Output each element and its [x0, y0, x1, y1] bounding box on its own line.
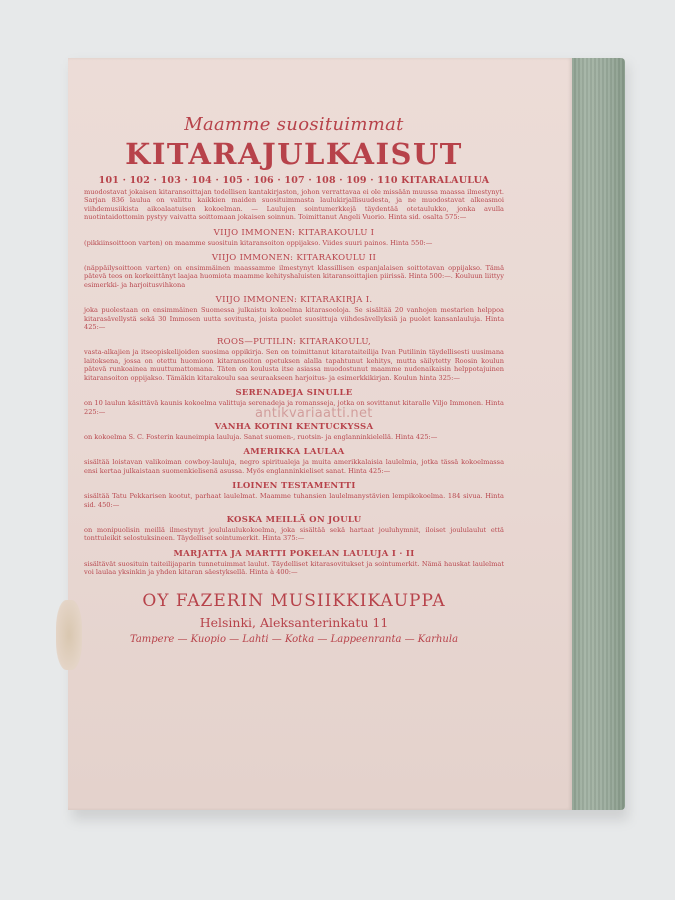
item-heading: KOSKA MEILLÄ ON JOULU	[226, 514, 362, 525]
series-description: muodostavat jokaisen kitaransoittajan todellisen kantakirjaston, johon verrattavaa ei ole missään muussa maassa ilmestynyt. Sarjan 836 laulua on valittu kaikkien maiden suosituimmasta laulukirjallisuudesta, ja ne muodostavat alkeasmoi viihdemusiikista aikoalaatuisen kokoelman. — Laulujen sointumerkkejä täydentää otetaulukko, jonka avulla nuotintaidottomin pystyy vaivatta soittomaan jokaisen soinnun. Toimittanut Angeli Vuorio. Hinta sid. osalta 575:—	[84, 188, 504, 222]
item-description: sisältää Tatu Pekkarisen kootut, parhaat laulelmat. Maamme tuhansien laulelmanystävien lempikokoelma. 184 sivua. Hinta sid. 450:—	[84, 492, 504, 509]
item-description: sisältävät suosituin taiteilijaparin tunnetuimmat laulut. Täydelliset kitarasovitukset ja sointumerkit. Nämä hauskat laulelmat voi laulaa yksinkin ja yhden kitaran säestyksellä. Hinta à 400:—	[84, 559, 504, 577]
publisher-address: Helsinki, Aleksanterinkatu 11	[199, 614, 389, 630]
item-description: joka puolestaan on ensimmäinen Suomessa julkaistu kokoelma kitarasooloja. Se sisältää 20 vanhojen mestarien helppoa kitarasävellystä sekä 30 Immosen uutta sovitusta, joista puolet suosittuja viihdesävellyksiä ja puolet kansanlauluja. Hinta 425:—	[84, 306, 504, 332]
publisher-name: OY FAZERIN MUSIIKKIKAUPPA	[142, 590, 446, 611]
series-heading: 101 · 102 · 103 · 104 · 105 · 106 · 107 · 108 · 109 · 110 KITARALAULUA	[98, 175, 490, 186]
item-description: sisältää loistavan valikoiman cowboy-lauluja, negro spiritualeja ja muita amerikkalaisia laulelmia, jotka tässä kokoelmassa ensi kertaa julkaistaan suomenkielisenä asussa. Myös englanninkieliset sanat. Hinta 425:—	[84, 458, 504, 475]
item-description: (näppäilysoittoon varten) on ensimmäinen maassamme ilmestynyt klassillisen espanjalaisen soittotavan oppijakso. Tämä pätevä teos on korkeittänyt laajaa huomiota maamme kehityshaluisten kitaransoittajien piirissä. Hinta 500:—. Kouluun liittyy esimerkki- ja harjoitusvihkona	[84, 264, 504, 289]
item-description: (pikkiinsoittoon varten) on maamme suosituin kitaransoiton oppijakso. Viides suuri painos. Hinta 550:—	[84, 238, 433, 247]
cover-subtitle: Maamme suosituimmat	[184, 114, 404, 135]
watermark-text: antikvariaatti.net	[255, 406, 373, 421]
cover-stain	[56, 600, 82, 670]
book-spine	[568, 58, 625, 810]
item-description: on monipuolisin meillä ilmestynyt joululaulukokoelma, joka sisältää sekä hartaat jouluhymnit, iloiset joululaulut että tonttuleikit selostuksineen. Täydelliset sointumerkit. Hinta 375:—	[84, 525, 504, 543]
cover-text	[84, 108, 504, 645]
publisher-cities: Tampere — Kuopio — Lahti — Kotka — Lappeenranta — Karhula	[129, 633, 459, 645]
item-heading: AMERIKKA LAULAA	[243, 447, 345, 458]
item-description: on 10 laulun käsittävä kaunis kokoelma valittuja serenadeja ja romansseja, jotka on sovittanut kitaralle Viljo Immonen. Hinta 225:—	[84, 399, 504, 416]
item-heading: MARJATTA JA MARTTI POKELAN LAULUJA I · II	[173, 548, 415, 559]
item-heading: ROOS—PUTILIN: KITARAKOULU,	[216, 337, 372, 348]
item-heading: VIIJO IMMONEN: KITARAKIRJA I.	[215, 295, 373, 306]
item-heading: VIIJO IMMONEN: KITARAKOULU I	[213, 227, 375, 238]
item-heading: SERENADEJA SINULLE	[235, 388, 353, 399]
item-heading: VIIJO IMMONEN: KITARAKOULU II	[211, 253, 377, 264]
item-heading: VANHA KOTINI KENTUCKYSSA	[214, 421, 374, 432]
cover-title: KITARAJULKAISUT	[125, 137, 463, 171]
item-description: vasta-alkajien ja itseopiskelijoiden suosima oppikirja. Sen on toimittanut kitarataiteilija Ivan Putilinin täydellisesti uusimana laitoksena, jossa on otettu huomioon kitaransoiton opetuksen alalla tapahtunut kehitys, mutta säilytetty Roosin koulun pätevä runkoainea muuttumattomana. Täten on koulusta itse asiassa muodostunut maamme nudenaikaisin helppotajuinen kitaransoiton oppijakso. Tämäkin kitarakoulu saa seuraakseen harjoitus- ja esimerkkikirjan. Koulun hinta 325:—	[84, 348, 504, 382]
item-description: on kokoelma S. C. Fosterin kauneimpia lauluja. Sanat suomen-, ruotsin- ja englanninkielellä. Hinta 425:—	[84, 432, 438, 441]
item-heading: ILOINEN TESTAMENTTI	[232, 481, 356, 492]
